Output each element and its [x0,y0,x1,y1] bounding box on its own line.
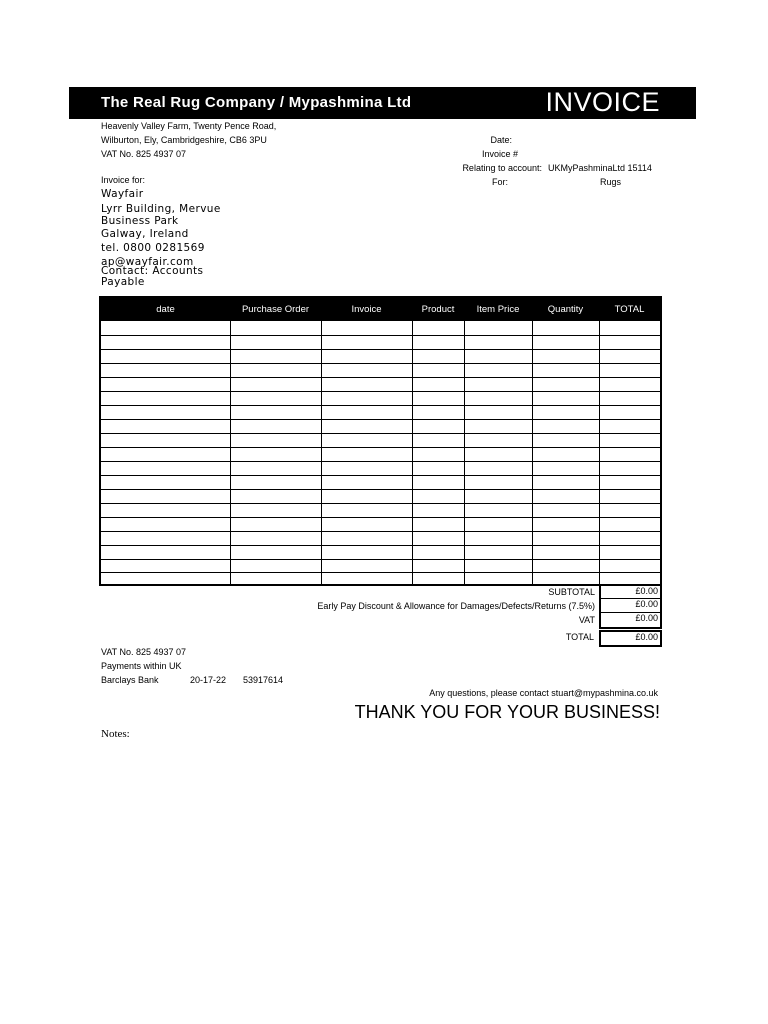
column-header-product: Product [421,304,455,315]
row-divider [101,503,660,504]
row-divider [101,531,660,532]
line-items-table [99,296,662,586]
total-label: TOTAL [565,632,594,642]
account-number: 53917614 [243,675,284,685]
row-divider [101,545,660,546]
footer-vat: VAT No. 825 4937 07 [101,647,187,657]
sort-code: 20-17-22 [190,675,227,685]
bill-to-label: Invoice for: [101,175,146,185]
row-divider [101,405,660,406]
invoice-title: INVOICE [545,87,660,117]
invoice-header-bar [69,87,696,119]
for-label: For: [491,177,508,187]
row-divider [101,377,660,378]
row-divider [101,475,660,476]
invoice-number-label: Invoice # [481,149,518,159]
row-divider [101,489,660,490]
column-header-invoice: Invoice [351,304,382,315]
column-header-date: date [156,304,175,315]
bill-to-line: Business Park [101,215,179,227]
row-divider [101,433,660,434]
row-divider [101,363,660,364]
column-header-purchase-order: Purchase Order [241,304,310,315]
thank-you-message: THANK YOU FOR YOUR BUSINESS! [354,702,660,722]
column-header-item-price: Item Price [476,304,520,315]
payment-terms: Payments within UK [101,661,182,671]
bank-name: Barclays Bank [101,675,159,685]
discount-value: £0.00 [599,598,662,612]
notes-label: Notes: [101,728,130,740]
vat-value: £0.00 [599,612,662,629]
bill-to-contact: Contact: Accounts [101,265,204,277]
row-divider [101,335,660,336]
bill-to-email: ap@wayfair.com [101,256,194,268]
account-label: Relating to account: [462,163,542,173]
bill-to-phone: tel. 0800 0281569 [101,242,205,254]
discount-label: Early Pay Discount & Allowance for Damages/Defects/Returns (7.5%) [317,601,595,611]
row-divider [101,461,660,462]
vat-label: VAT [578,615,595,625]
company-name: The Real Rug Company / Mypashmina Ltd [101,94,412,111]
subtotal-label: SUBTOTAL [548,587,595,597]
bill-to-contact: Payable [101,276,145,288]
column-header-total: TOTAL [614,304,645,315]
questions-contact: Any questions, please contact stuart@mypashmina.co.uk [429,688,658,698]
row-divider [101,517,660,518]
bill-to-line: Galway, Ireland [101,228,189,240]
row-divider [101,447,660,448]
column-header-quantity: Quantity [547,304,584,315]
row-divider [101,419,660,420]
total-value: £0.00 [599,630,662,647]
table-header-row [101,298,660,321]
subtotal-value: £0.00 [599,584,662,598]
account-value: UKMyPashminaLtd 15114 [548,163,652,173]
bill-to-line: Lyrr Building, Mervue [101,203,221,215]
row-divider [101,559,660,560]
address-line-2: Wilburton, Ely, Cambridgeshire, CB6 3PU [101,135,267,145]
date-label: Date: [490,135,512,145]
for-value: Rugs [600,177,622,187]
address-line-1: Heavenly Valley Farm, Twenty Pence Road, [101,121,277,131]
row-divider [101,572,660,573]
bill-to-line: Wayfair [101,188,144,200]
row-divider [101,349,660,350]
company-vat: VAT No. 825 4937 07 [101,149,187,159]
row-divider [101,391,660,392]
